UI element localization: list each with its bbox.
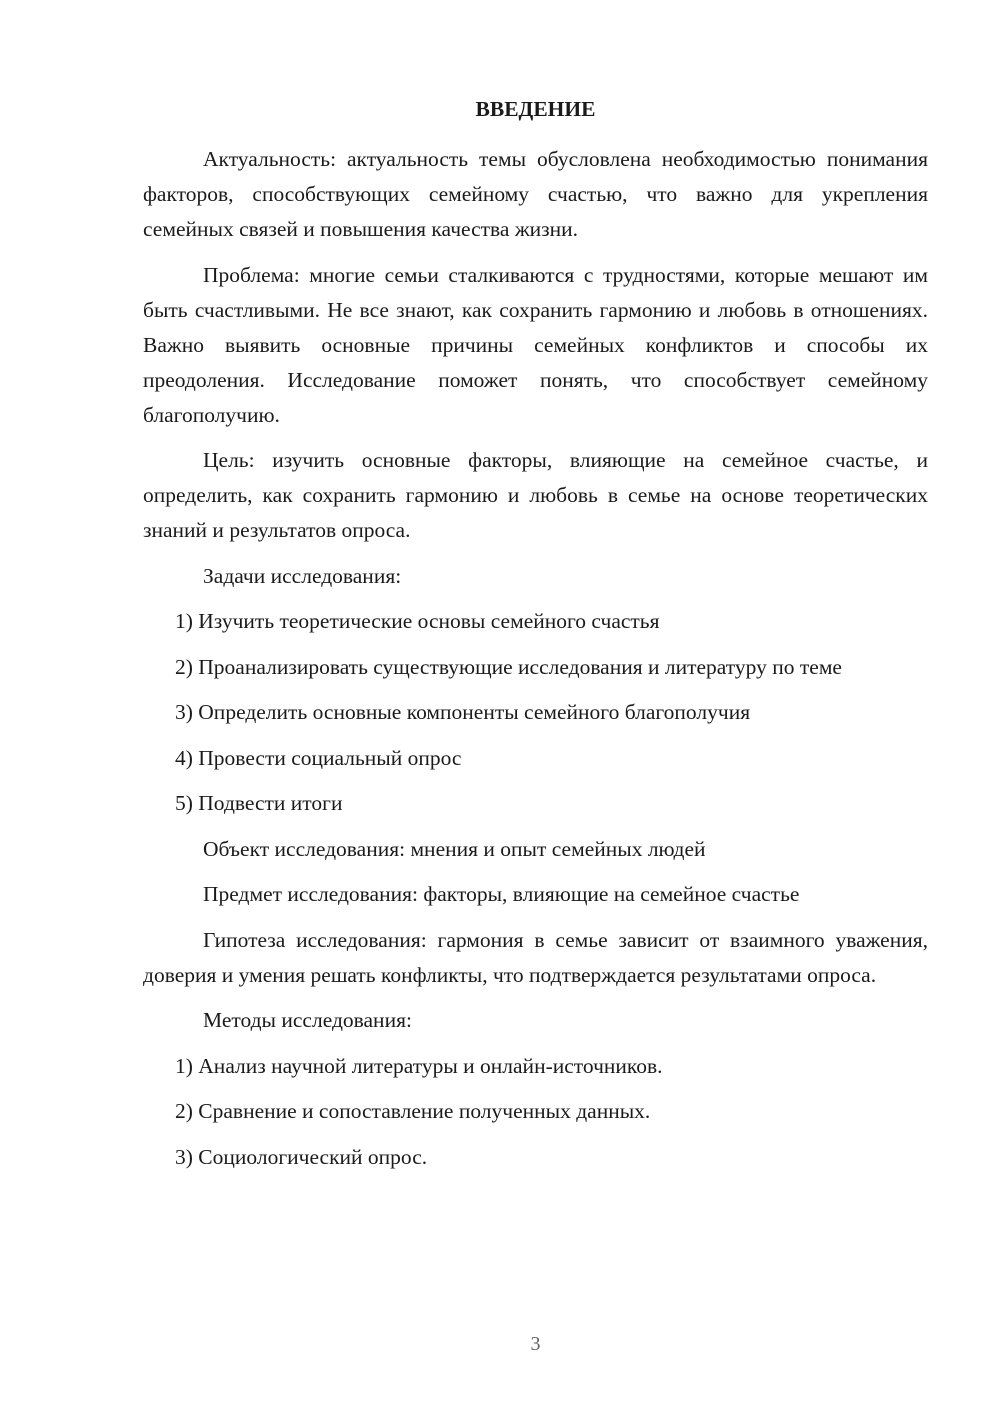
subject-paragraph: Предмет исследования: факторы, влияющие на семейное счастье	[203, 882, 800, 906]
section-title: ВВЕДЕНИЕ	[475, 97, 596, 121]
task-item: 3) Определить основные компоненты семейного благополучия	[175, 700, 751, 724]
page-number: 3	[530, 1333, 541, 1355]
method-item: 2) Сравнение и сопоставление полученных данных.	[175, 1099, 651, 1123]
relevance-paragraph: Актуальность: актуальность темы обусловлена необходимостью понимания факторов, способствующих семейному счастью, что важно для укрепления семейных связей и повышения качества жизни.	[143, 147, 928, 241]
hypothesis-paragraph: Гипотеза исследования: гармония в семье зависит от взаимного уважения, доверия и умения решать конфликты, что подтверждается результатами опроса.	[143, 927, 928, 987]
object-paragraph: Объект исследования: мнения и опыт семейных людей	[203, 836, 706, 861]
method-item: 3) Социологический опрос.	[175, 1144, 428, 1169]
problem-paragraph: Проблема: многие семьи сталкиваются с трудностями, которые мешают им быть счастливыми. Не все знают, как сохранить гармонию и любовь в отношениях. Важно выявить основные причины семейных конфликтов и способы их преодоления. Исследование поможет понять, что способствует семейному благополучию.	[143, 262, 928, 427]
method-item: 1) Анализ научной литературы и онлайн-источников.	[175, 1053, 663, 1078]
task-item: 5) Подвести итоги	[175, 791, 343, 815]
document-page	[143, 92, 928, 1185]
tasks-heading: Задачи исследования:	[203, 563, 402, 588]
task-item: 2) Проанализировать существующие исследования и литературу по теме	[175, 654, 842, 679]
methods-heading: Методы исследования:	[203, 1008, 412, 1032]
goal-paragraph: Цель: изучить основные факторы, влияющие на семейное счастье, и определить, как сохранить гармонию и любовь в семье на основе теоретических знаний и результатов опроса.	[143, 448, 928, 542]
task-item: 4) Провести социальный опрос	[175, 745, 462, 770]
task-item: 1) Изучить теоретические основы семейного счастья	[175, 609, 660, 633]
